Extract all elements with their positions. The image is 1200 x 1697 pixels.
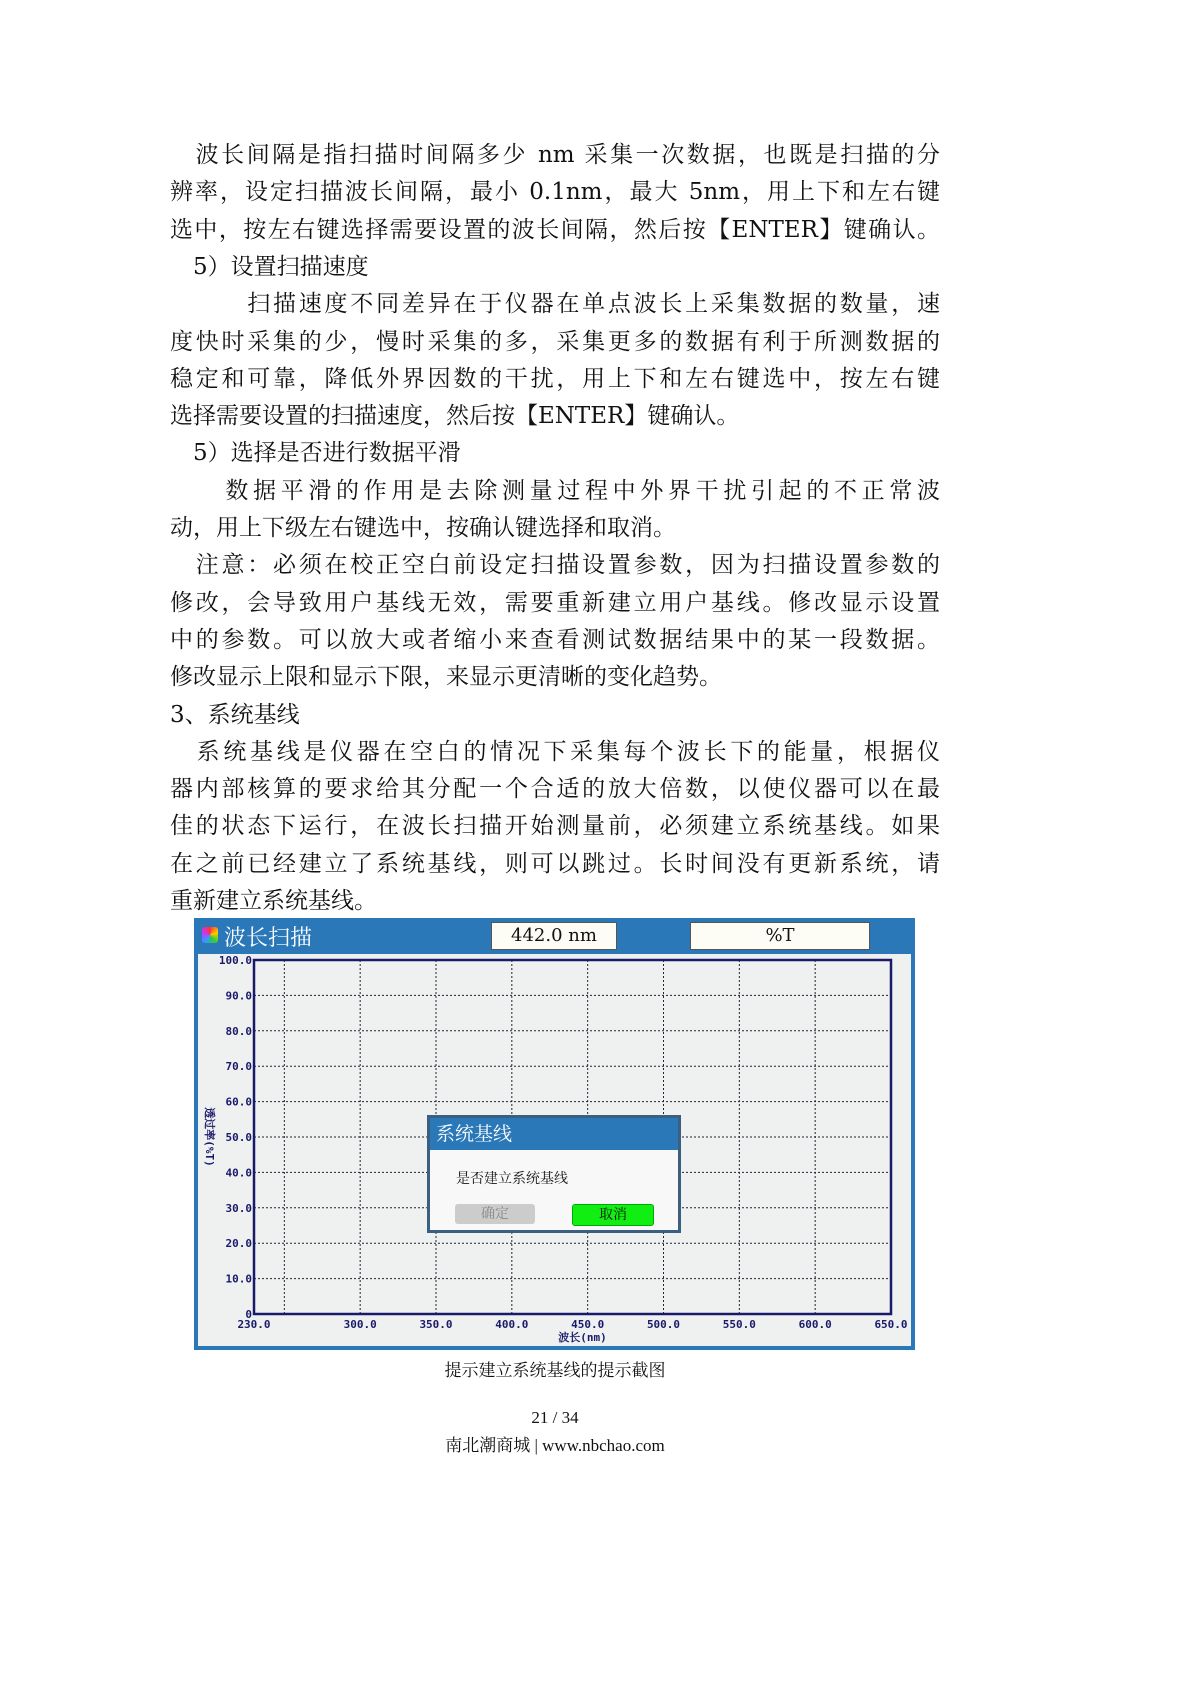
x-tick-label: 400.0 — [495, 1318, 529, 1331]
wavelength-readout: 442.0 nm — [491, 922, 617, 950]
y-axis-label: 透过率(%T) — [203, 1107, 216, 1167]
y-tick-label: 40.0 — [225, 1166, 252, 1180]
text-line: 注意：必须在校正空白前设定扫描设置参数，因为扫描设置参数的 — [170, 552, 940, 579]
text-line: 数据平滑的作用是去除测量过程中外界干扰引起的不正常波 — [170, 477, 940, 504]
text-line: 动，用上下级左右键选中，按确认键选择和取消。 — [170, 515, 676, 541]
text-line: 稳定和可靠，降低外界因数的干扰，用上下和左右键选中，按左右键 — [170, 365, 940, 392]
text-line: 佳的状态下运行，在波长扫描开始测量前，必须建立系统基线。如果 — [170, 813, 940, 840]
cancel-button[interactable]: 取消 — [572, 1204, 654, 1226]
dialog-title: 系统基线 — [430, 1118, 678, 1150]
system-baseline-dialog — [427, 1115, 681, 1233]
y-tick-label: 60.0 — [225, 1095, 252, 1109]
text-line: 3、系统基线 — [170, 701, 300, 728]
x-tick-label: 350.0 — [419, 1318, 453, 1331]
text-line: 5）选择是否进行数据平滑 — [170, 440, 461, 467]
footer: 南北潮商城 | www.nbchao.com — [445, 1436, 665, 1455]
text-line: 5）设置扫描速度 — [170, 253, 369, 280]
mode-readout: %T — [690, 922, 870, 950]
text-line: 辨率，设定扫描波长间隔，最小 0.1nm，最大 5nm，用上下和左右键 — [170, 179, 940, 206]
y-tick-label: 20.0 — [225, 1237, 252, 1251]
x-tick-label: 500.0 — [646, 1318, 681, 1331]
text-line: 扫描速度不同差异在于仪器在单点波长上采集数据的数量，速 — [170, 291, 940, 318]
x-tick-label: 300.0 — [343, 1318, 377, 1331]
x-tick-label: 650.0 — [874, 1318, 908, 1331]
page-number: 21 / 34 — [531, 1408, 579, 1427]
y-tick-label: 70.0 — [225, 1060, 252, 1074]
text-line: 度快时采集的少，慢时采集的多，采集更多的数据有利于所测数据的 — [170, 328, 940, 355]
wavelength-scan-screenshot — [194, 918, 915, 1350]
text-line: 器内部核算的要求给其分配一个合适的放大倍数，以使仪器可以在最 — [170, 776, 940, 803]
y-tick-label: 30.0 — [225, 1201, 252, 1215]
text-line: 重新建立系统基线。 — [170, 888, 377, 914]
y-tick-label: 10.0 — [225, 1272, 252, 1286]
x-tick-label: 450.0 — [571, 1318, 605, 1331]
y-tick-label: 80.0 — [225, 1024, 252, 1038]
x-tick-label: 230.0 — [237, 1318, 271, 1331]
text-line: 选择需要设置的扫描速度，然后按【ENTER】键确认。 — [170, 403, 740, 430]
text-line: 在之前已经建立了系统基线，则可以跳过。长时间没有更新系统，请 — [170, 850, 940, 877]
ok-button[interactable]: 确定 — [455, 1204, 535, 1224]
app-title: 波长扫描 — [224, 926, 313, 951]
dialog-message: 是否建立系统基线 — [456, 1171, 568, 1187]
text-line: 波长间隔是指扫描时间隔多少 nm 采集一次数据，也既是扫描的分 — [170, 142, 940, 168]
text-line: 修改，会导致用户基线无效，需要重新建立用户基线。修改显示设置 — [170, 589, 940, 616]
title-bar — [194, 918, 915, 952]
text-line: 修改显示上限和显示下限，来显示更清晰的变化趋势。 — [170, 664, 722, 691]
y-tick-label: 100.0 — [218, 954, 252, 967]
y-tick-label: 0 — [245, 1308, 252, 1321]
y-tick-label: 50.0 — [225, 1131, 252, 1144]
y-tick-label: 90.0 — [225, 989, 252, 1003]
app-icon — [202, 927, 218, 943]
x-axis-label: 波长(nm) — [558, 1331, 607, 1344]
figure-caption: 提示建立系统基线的提示截图 — [444, 1361, 666, 1381]
x-tick-label: 550.0 — [722, 1318, 756, 1331]
x-tick-label: 600.0 — [798, 1318, 832, 1331]
text-line: 中的参数。可以放大或者缩小来查看测试数据结果中的某一段数据。 — [170, 626, 940, 653]
text-line: 选中，按左右键选择需要设置的波长间隔，然后按【ENTER】键确认。 — [170, 216, 940, 243]
text-line: 系统基线是仪器在空白的情况下采集每个波长下的能量，根据仪 — [170, 738, 940, 765]
